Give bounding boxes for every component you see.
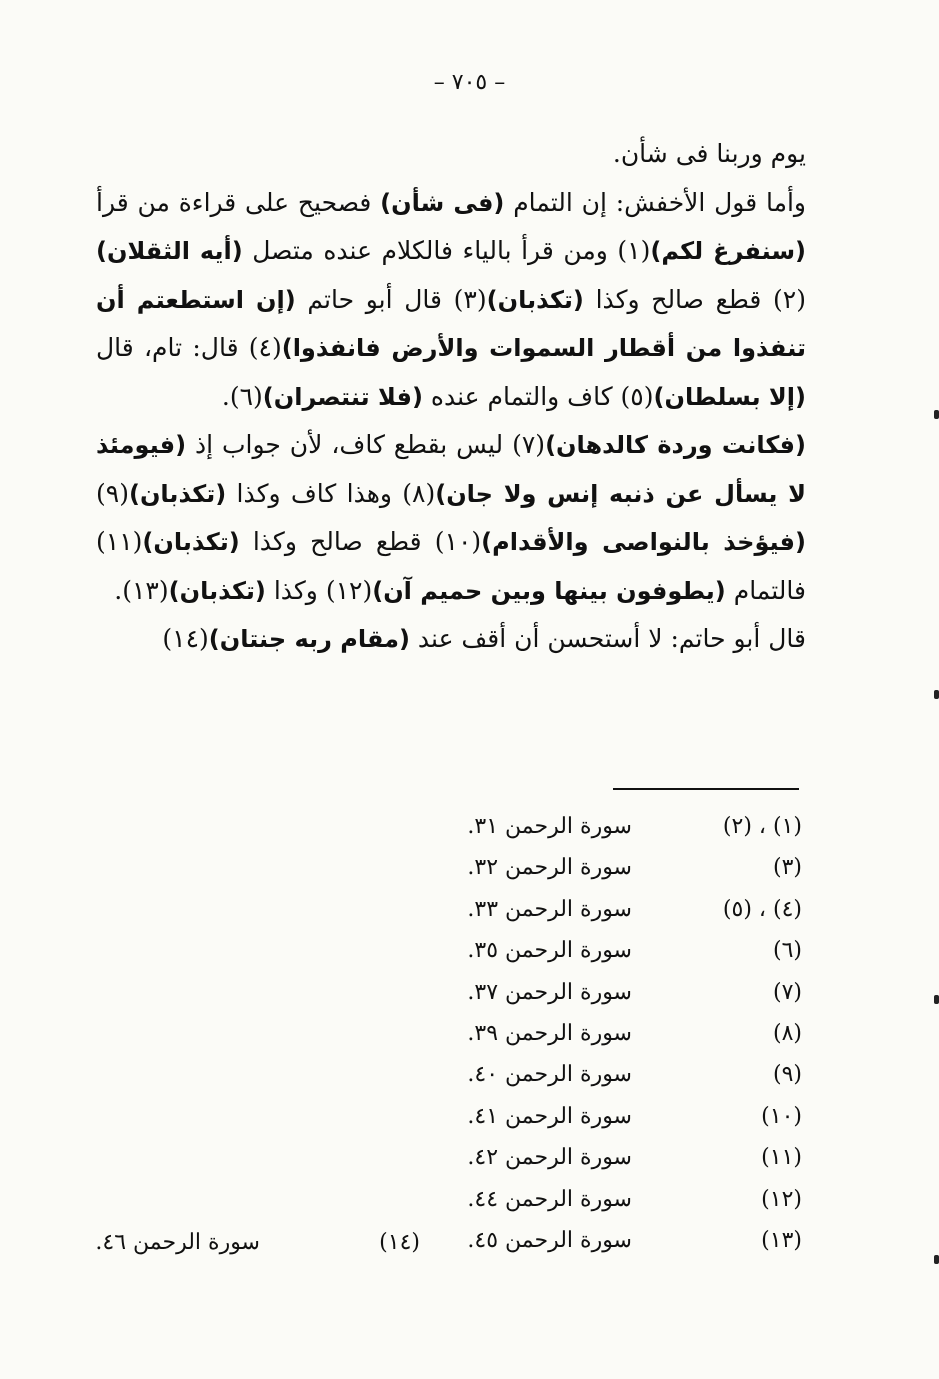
scan-mark [934,690,939,699]
text-run: (٣) قال أبو حاتم [295,284,487,314]
quran-quote: (سنفرغ لكم) [650,237,807,265]
quran-quote: (تكذبان) [128,479,227,508]
footnote-number: (١) ، (٢) [722,814,802,839]
body-text [96,130,806,664]
text-run: (٧) ليس بقطع كاف، لأن جواب إذ [186,430,546,459]
footnote-item [440,1013,802,1054]
text-run: (٦). [221,381,263,411]
footnote-item [440,1096,802,1137]
quran-quote: (تكذبان) [142,528,240,556]
text-run: (١٠) قطع صالح وكذا [239,527,482,556]
text-run: (١) ومن قرأ بالياء فالكلام عنده متصل [242,236,651,265]
footnote-source: سورة الرحمن ٤٤. [467,1186,632,1212]
footnote-source: سورة الرحمن ٣٩. [467,1020,632,1046]
footnote-number: (٤) ، (٥) [722,896,802,922]
footnote-source: سورة الرحمن ٣٥. [467,938,632,964]
paragraph [96,130,806,179]
text-run: (١١) فالتمام [96,527,806,605]
footnote-number: (٧) [772,979,802,1005]
text-run: (١٣). [114,575,169,605]
footnote-item [440,930,802,971]
paragraph [96,421,806,615]
footnote-item [440,847,802,888]
footnote-item [440,1179,802,1220]
quran-quote: (أيه الثقلان) [96,237,243,265]
quran-quote: (فى شأن) [380,188,505,217]
text-run: (٩) [96,478,129,508]
footnote-item [90,1222,420,1263]
quran-quote: (تكذبان) [486,285,584,314]
footnote-source: سورة الرحمن ٣٣. [467,896,632,922]
footnote-item [440,806,802,847]
footnote-divider [613,788,799,790]
footnote-source: سورة الرحمن ٤٠. [467,1062,632,1088]
quran-quote: (فلا تنتصران) [262,382,423,411]
footnote-item [440,1137,802,1178]
footnote-source: سورة الرحمن ٤٦. [95,1230,260,1255]
footnote-source: سورة الرحمن ٣٧. [467,979,632,1005]
scan-mark [934,410,939,419]
footnote-number: (٨) [772,1020,802,1046]
footnote-number: (١١) [761,1145,802,1171]
quran-quote: (يطوفون بينها وبين حميم آن) [372,576,726,605]
footnote-item [440,972,802,1013]
quran-quote: (فيومئذ لا يسأل عن ذنبه إنس ولا جان) [96,431,806,508]
text-run: (٨) وهذا كاف وكذا [226,478,436,508]
text-run: فصحيح على قراءة من قرأ [96,187,381,217]
footnote-list [440,806,802,1261]
footnote-number: (١٢) [761,1186,802,1212]
text-run: (٤) قال: تام، قال [96,333,282,362]
paragraph [96,179,806,422]
quran-quote: (فيؤخذ بالنواصى والأقدام) [481,528,806,556]
text-run: وأما قول الأخفش: إن التمام [504,187,807,217]
footnote-item [440,889,802,930]
footnote-source: سورة الرحمن ٣١. [467,814,632,839]
footnote-source: سورة الرحمن ٣٢. [467,855,632,881]
footnote-source: سورة الرحمن ٤٢. [467,1145,632,1171]
footnote-number: (١٣) [761,1227,802,1253]
text-run: يوم وربنا فى شأن. [612,139,806,168]
footnote-source: سورة الرحمن ٤١. [467,1103,632,1129]
text-run: قال أبو حاتم: لا أستحسن أن أقف عند [409,624,806,653]
scan-mark [934,995,939,1004]
quran-quote: (إلا بسلطان) [653,382,806,411]
page-number: – ٧٠٥ – [433,70,506,95]
footnote-number: (٣) [772,855,802,881]
quran-quote: (فكانت وردة كالدهان) [545,431,806,459]
quran-quote: (مقام ربه جنتان) [208,625,410,653]
quran-quote: (إن استطعتم أن تنفذوا من أقطار السموات والأرض فانفذوا) [96,285,806,362]
text-run: (٥) كاف والتمام عنده [422,381,654,411]
footnote-number: (٦) [772,938,802,964]
footnote-number: (١٠) [761,1103,802,1129]
scan-mark [934,1255,939,1264]
quran-quote: (تكذبان) [168,576,266,605]
text-run: (١٤) [162,624,209,653]
footnote-item [440,1054,802,1095]
text-run: (٢) قطع صالح وكذا [583,284,806,314]
footnote-number: (١٤) [379,1230,420,1255]
text-run: (١٢) وكذا [265,575,373,605]
footnote-source: سورة الرحمن ٤٥. [467,1227,632,1253]
footnote-item [440,1220,802,1261]
footnote-number: (٩) [772,1062,802,1088]
paragraph [96,615,806,664]
